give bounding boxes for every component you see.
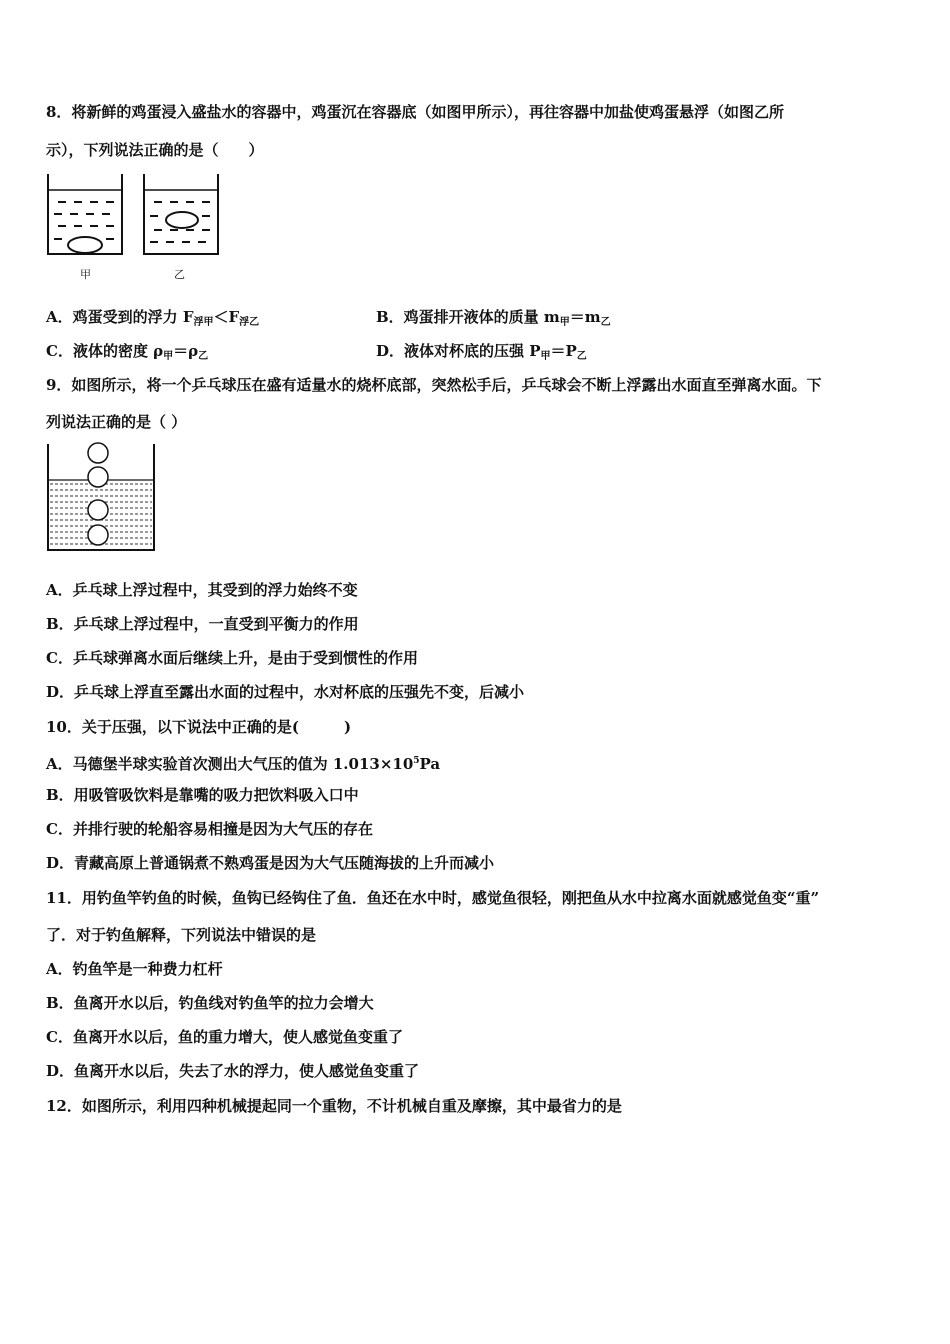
q11-stem-line2: 了．对于钓鱼解释，下列说法中错误的是 xyxy=(46,926,317,944)
q8-option-c: C．液体的密度 $\rho_甲=\rho_乙$ xyxy=(46,342,209,362)
q11-stem-line1: 11．用钓鱼竿钓鱼的时候，鱼钩已经钩住了鱼．鱼还在水中时，感觉鱼很轻，刚把鱼从水中拉离水面就感觉鱼变“重” xyxy=(46,889,820,907)
q9-option-c: C．乒乓球弹离水面后继续上升，是由于受到惯性的作用 xyxy=(46,649,418,667)
egg-a xyxy=(68,237,102,253)
q9-option-a: A．乒乓球上浮过程中，其受到的浮力始终不变 xyxy=(46,581,358,599)
q8-stem-line1: 8．将新鲜的鸡蛋浸入盛盐水的容器中，鸡蛋沉在容器底（如图甲所示），再往容器中加盐使鸡蛋悬浮（如图乙所 xyxy=(46,103,784,121)
q8-option-d: D．液体对杯底的压强 $P_甲=P_乙$ xyxy=(376,342,587,362)
q8-option-b: B．鸡蛋排开液体的质量 $m_甲=m_乙$ xyxy=(376,308,611,328)
q8-option-a: A．鸡蛋受到的浮力 $F_{浮甲}<F_{浮乙}$ xyxy=(46,308,260,328)
q11-option-c: C．鱼离开水以后，鱼的重力增大，使人感觉鱼变重了 xyxy=(46,1028,403,1046)
ball-3 xyxy=(88,500,108,520)
ball-4 xyxy=(88,525,108,545)
q11-option-a: A．钓鱼竿是一种费力杠杆 xyxy=(46,960,223,978)
q10-option-d: D．青藏高原上普通锅煮不熟鸡蛋是因为大气压随海拔的上升而减小 xyxy=(46,854,495,872)
q11-option-d: D．鱼离开水以后，失去了水的浮力，使人感觉鱼变重了 xyxy=(46,1062,420,1080)
q10-option-b: B．用吸管吸饮料是靠嘴的吸力把饮料吸入口中 xyxy=(46,786,359,804)
q10-option-c: C．并排行驶的轮船容易相撞是因为大气压的存在 xyxy=(46,820,373,838)
q9-option-b: B．乒乓球上浮过程中，一直受到平衡力的作用 xyxy=(46,615,359,633)
fig-label-a: 甲 xyxy=(80,268,91,281)
q8-stem-line2: 示），下列说法正确的是（ ） xyxy=(46,141,264,159)
ball-2 xyxy=(88,467,108,487)
q8-egg-figure xyxy=(44,172,224,284)
q9-option-d: D．乒乓球上浮直至露出水面的过程中，水对杯底的压强先不变，后减小 xyxy=(46,683,525,701)
q9-stem-line1: 9．如图所示，将一个乒乓球压在盛有适量水的烧杯底部，突然松手后，乒乓球会不断上浮露出水面直至弹离水面。下 xyxy=(46,376,822,394)
fig-label-b: 乙 xyxy=(174,268,185,281)
q10-stem: 10．关于压强，以下说法中正确的是( ) xyxy=(46,718,352,736)
q10-option-a: A．马德堡半球实验首次测出大气压的值为 $1.013\times 10^5Pa$ xyxy=(46,755,441,773)
q9-stem-line2: 列说法正确的是（ ） xyxy=(46,413,187,431)
q9-pingpong-figure xyxy=(44,440,160,556)
q11-option-b: B．鱼离开水以后，钓鱼线对钓鱼竿的拉力会增大 xyxy=(46,994,374,1012)
ball-1 xyxy=(88,443,108,463)
q12-stem: 12．如图所示，利用四种机械提起同一个重物，不计机械自重及摩擦，其中最省力的是 xyxy=(46,1097,622,1115)
egg-b xyxy=(166,212,198,228)
